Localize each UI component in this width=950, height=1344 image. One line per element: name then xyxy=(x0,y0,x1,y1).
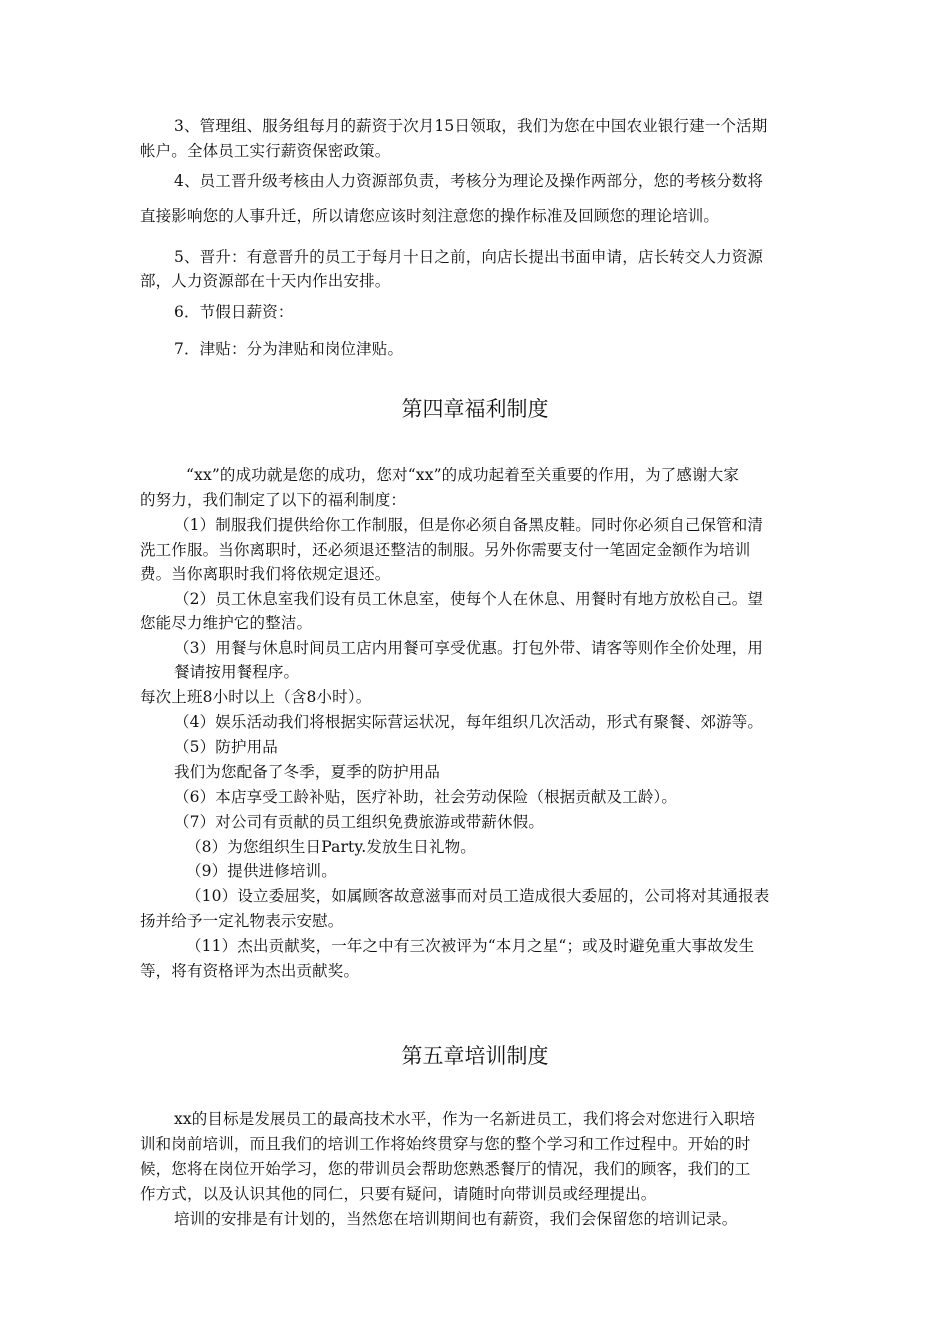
ch4-intro-line-1: “xx”的成功就是您的成功，您对“xx”的成功起着至关重要的作用，为了感谢大家 xyxy=(186,466,740,484)
chapter-4-title: 第四章福利制度 xyxy=(401,397,549,421)
ch4-item-1-line-1: （1）制服我们提供给你工作制服，但是你必须自备黑皮鞋。同时你必须自己保管和清 xyxy=(174,516,764,534)
ch4-item-10-line-1: （10）设立委屈奖，如属顾客故意滋事而对员工造成很大委屈的，公司将对其通报表 xyxy=(186,887,770,905)
ch4-item-2-line-2: 您能尽力维护它的整洁。 xyxy=(140,614,313,632)
ch4-intro-line-2: 的努力，我们制定了以下的福利制度： xyxy=(140,491,407,509)
ch5-para-1-line-3: 候，您将在岗位开始学习，您的带训员会帮助您熟悉餐厅的情况，我们的顾客，我们的工 xyxy=(140,1160,751,1178)
ch4-item-3-line-2: 餐请按用餐程序。 xyxy=(174,663,300,681)
ch4-item-4-line: （4）娱乐活动我们将根据实际营运状况，每年组织几次活动，形式有聚餐、郊游等。 xyxy=(174,713,764,731)
item-4-line-2: 直接影响您的人事升迁，所以请您应该时刻注意您的操作标准及回顾您的理论培训。 xyxy=(140,207,720,225)
chapter-5-title: 第五章培训制度 xyxy=(401,1044,549,1068)
item-6-line: 6．节假日薪资： xyxy=(174,303,294,321)
item-5-line-2: 部，人力资源部在十天内作出安排。 xyxy=(140,272,391,290)
ch4-item-5-line-1: （5）防护用品 xyxy=(174,738,278,756)
ch4-item-8-line: （8）为您组织生日Party.发放生日礼物。 xyxy=(186,838,476,856)
ch5-para-2-line: 培训的安排是有计划的，当然您在培训期间也有薪资，我们会保留您的培训记录。 xyxy=(174,1210,738,1228)
ch4-item-3-line-3: 每次上班8小时以上（含8小时）。 xyxy=(140,688,372,706)
ch5-para-1-line-1: xx的目标是发展员工的最高技术水平，作为一名新进员工，我们将会对您进行入职培 xyxy=(174,1110,756,1128)
item-5-line-1: 5、晋升：有意晋升的员工于每月十日之前，向店长提出书面申请，店长转交人力资源 xyxy=(174,248,764,266)
ch4-item-1-line-3: 费。当你离职时我们将依规定退还。 xyxy=(140,565,391,583)
ch5-para-1-line-2: 训和岗前培训，而且我们的培训工作将始终贯穿与您的整个学习和工作过程中。开始的时 xyxy=(140,1135,751,1153)
item-7-line: 7．津贴：分为津贴和岗位津贴。 xyxy=(174,340,404,358)
ch4-item-2-line-1: （2）员工休息室我们设有员工休息室，使每个人在休息、用餐时有地方放松自己。望 xyxy=(174,590,764,608)
ch4-item-1-line-2: 洗工作服。当你离职时，还必须退还整洁的制服。另外你需要支付一笔固定金额作为培训 xyxy=(140,541,751,559)
ch4-item-11-line-1: （11）杰出贡献奖，一年之中有三次被评为“本月之星“；或及时避免重大事故发生 xyxy=(186,937,755,955)
item-3-line-2: 帐户。全体员工实行薪资保密政策。 xyxy=(140,142,391,160)
item-4-line-1: 4、员工晋升级考核由人力资源部负责，考核分为理论及操作两部分，您的考核分数将 xyxy=(174,172,764,190)
ch4-item-5-line-2: 我们为您配备了冬季，夏季的防护用品 xyxy=(174,763,441,781)
ch5-para-1-line-4: 作方式，以及认识其他的同仁，只要有疑问，请随时向带训员或经理提出。 xyxy=(140,1185,657,1203)
ch4-item-10-line-2: 扬并给予一定礼物表示安慰。 xyxy=(140,912,344,930)
item-3-line-1: 3、管理组、服务组每月的薪资于次月15日领取，我们为您在中国农业银行建一个活期 xyxy=(174,117,768,135)
ch4-item-7-line: （7）对公司有贡献的员工组织免费旅游或带薪休假。 xyxy=(174,813,544,831)
ch4-item-11-line-2: 等，将有资格评为杰出贡献奖。 xyxy=(140,962,360,980)
ch4-item-3-line-1: （3）用餐与休息时间员工店内用餐可享受优惠。打包外带、请客等则作全价处理，用 xyxy=(174,639,764,657)
ch4-item-9-line: （9）提供进修培训。 xyxy=(186,862,337,880)
ch4-item-6-line: （6）本店享受工龄补贴，医疗补助，社会劳动保险（根据贡献及工龄）。 xyxy=(174,788,678,806)
